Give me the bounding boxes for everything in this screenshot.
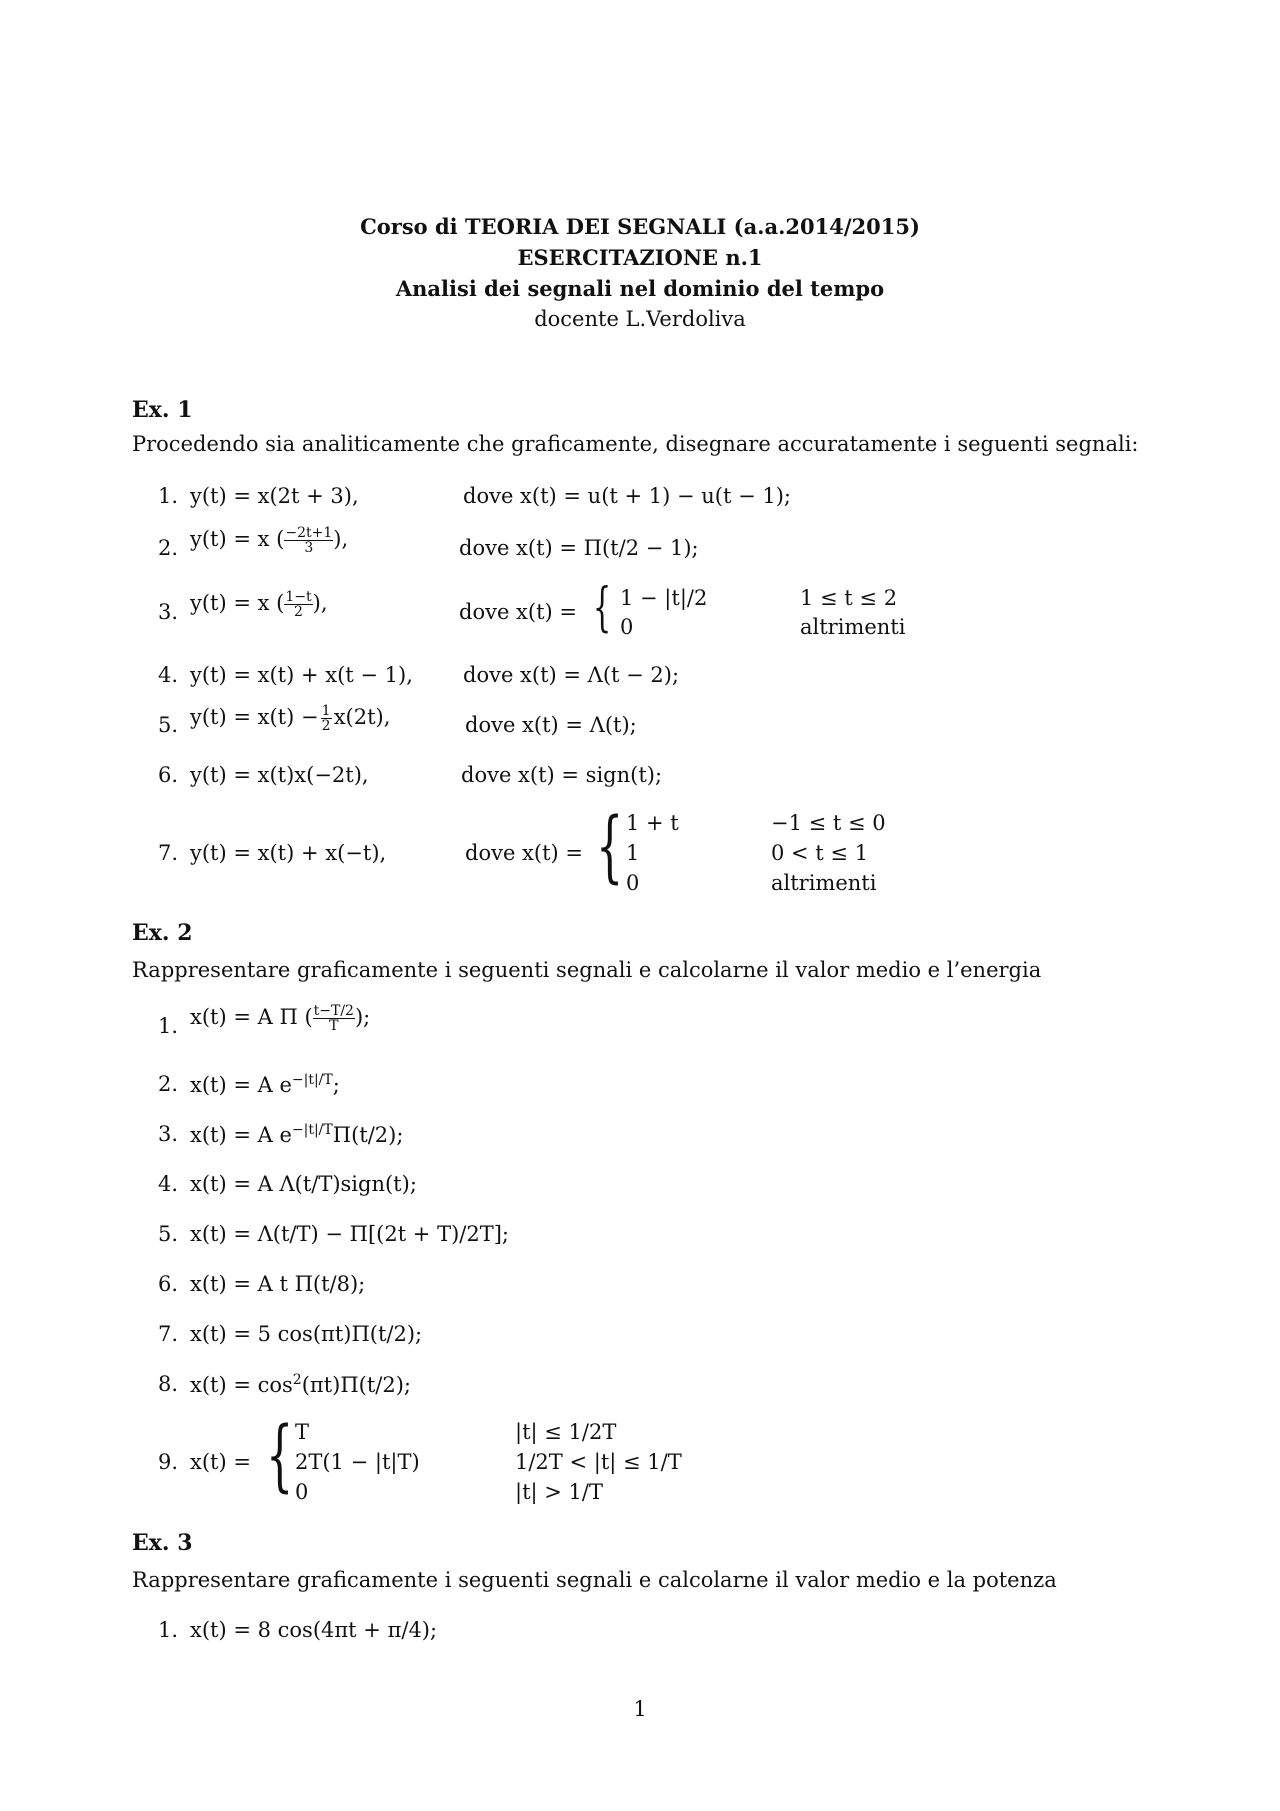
fraction-numerator: 1 xyxy=(321,703,331,719)
ex1-item-4-num: 4. xyxy=(158,663,179,687)
ex1-item-5-eq xyxy=(190,704,390,733)
ex2-item-2-num: 2. xyxy=(158,1072,179,1096)
fraction-denominator: T xyxy=(329,1018,339,1034)
ex2-item-1-eq-post: ); xyxy=(354,1005,371,1029)
ex1-item-3-case-2: 0 xyxy=(620,615,634,639)
ex1-item-3-case-1: 1 − |t|/2 xyxy=(620,586,708,610)
ex1-title: Ex. 1 xyxy=(132,397,193,423)
ex1-item-2-eq xyxy=(190,526,348,555)
ex2-item-5-num: 5. xyxy=(158,1222,179,1246)
ex1-item-6-eq: y(t) = x(t)x(−2t), xyxy=(190,763,369,787)
ex1-item-5-eq-pre: y(t) = x(t) − xyxy=(190,705,319,729)
ex2-item-9-num: 9. xyxy=(158,1450,179,1474)
ex2-item-8-eq xyxy=(190,1372,411,1398)
ex1-item-3-fraction xyxy=(284,590,312,619)
ex2-item-6-eq: x(t) = A t Π(t/8); xyxy=(190,1272,366,1296)
ex2-item-4-num: 4. xyxy=(158,1172,179,1196)
ex1-item-5-def: dove x(t) = Λ(t); xyxy=(465,713,637,737)
ex2-item-7-num: 7. xyxy=(158,1322,179,1346)
ex2-item-9-eq: x(t) = xyxy=(190,1450,251,1474)
ex2-item-9-case-3: 0 xyxy=(295,1480,309,1504)
exercise-set-title: ESERCITAZIONE n.1 xyxy=(517,245,763,270)
ex1-item-3-cond-1: 1 ≤ t ≤ 2 xyxy=(800,586,898,610)
ex2-item-9-cond-1: |t| ≤ 1/2T xyxy=(515,1420,617,1444)
ex1-item-5-fraction xyxy=(321,704,332,733)
ex1-item-3-eq-pre: y(t) = x ( xyxy=(190,591,285,615)
fraction-numerator: −2t+1 xyxy=(285,525,333,541)
ex2-item-6-num: 6. xyxy=(158,1272,179,1296)
page-number: 1 xyxy=(633,1697,647,1721)
ex3-intro: Rappresentare graficamente i seguenti segnali e calcolarne il valor medio e la potenza xyxy=(132,1568,1057,1592)
ex1-item-3-num: 3. xyxy=(158,600,179,624)
ex1-item-7-case-1: 1 + t xyxy=(626,811,679,835)
ex1-item-2-fraction xyxy=(284,526,333,555)
ex2-item-9-cond-3: |t| > 1/T xyxy=(515,1480,603,1504)
ex2-item-3-eq xyxy=(190,1122,403,1148)
ex1-item-6-def: dove x(t) = sign(t); xyxy=(461,763,663,787)
ex2-item-9-case-2: 2T(1 − |t|T) xyxy=(295,1450,420,1474)
left-brace-icon: { xyxy=(596,802,624,892)
fraction-denominator: 3 xyxy=(304,540,314,556)
ex2-item-8-eq-pre: x(t) = cos xyxy=(190,1373,293,1397)
fraction-denominator: 2 xyxy=(294,604,303,620)
ex1-item-7-def: dove x(t) = xyxy=(465,841,583,865)
ex2-item-3-eq-pre: x(t) = A e xyxy=(190,1123,292,1147)
ex1-item-1-def: dove x(t) = u(t + 1) − u(t − 1); xyxy=(463,484,792,508)
ex2-item-8-num: 8. xyxy=(158,1372,179,1396)
course-title: Corso di TEORIA DEI SEGNALI (a.a.2014/2015) xyxy=(360,214,920,239)
ex2-item-9-case-1: T xyxy=(295,1420,310,1444)
ex2-item-2-eq xyxy=(190,1072,340,1098)
ex1-item-5-num: 5. xyxy=(158,713,179,737)
ex2-item-2-eq-post: ; xyxy=(332,1073,340,1097)
ex1-item-7-case-2: 1 xyxy=(626,841,640,865)
ex2-item-3-eq-post: Π(t/2); xyxy=(332,1123,404,1147)
ex2-item-3-num: 3. xyxy=(158,1122,179,1146)
ex1-item-5-eq-post: x(2t), xyxy=(333,705,391,729)
ex2-item-8-eq-post: (πt)Π(t/2); xyxy=(301,1373,411,1397)
ex1-item-2-eq-post: ), xyxy=(333,527,349,551)
ex1-item-4-def: dove x(t) = Λ(t − 2); xyxy=(463,663,680,687)
fraction-denominator: 2 xyxy=(321,718,331,734)
ex3-item-1-eq: x(t) = 8 cos(4πt + π/4); xyxy=(190,1618,438,1642)
ex3-item-1-num: 1. xyxy=(158,1618,179,1642)
ex1-item-1-eq: y(t) = x(2t + 3), xyxy=(190,484,359,508)
ex1-item-7-num: 7. xyxy=(158,841,179,865)
ex1-item-4-eq: y(t) = x(t) + x(t − 1), xyxy=(190,663,413,687)
ex2-item-5-eq: x(t) = Λ(t/T) − Π[(2t + T)/2T]; xyxy=(190,1222,509,1246)
ex2-item-1-eq-pre: x(t) = A Π ( xyxy=(190,1005,313,1029)
topic-title: Analisi dei segnali nel dominio del tempo xyxy=(395,276,885,301)
ex2-item-4-eq: x(t) = A Λ(t/T)sign(t); xyxy=(190,1172,417,1196)
ex1-item-2-num: 2. xyxy=(158,536,179,560)
ex2-item-9-cond-2: 1/2T < |t| ≤ 1/T xyxy=(515,1450,682,1474)
left-brace-icon: { xyxy=(266,1411,294,1501)
ex2-item-2-exponent: −|t|/T xyxy=(291,1072,333,1088)
ex1-item-7-case-3: 0 xyxy=(626,871,640,895)
ex2-title: Ex. 2 xyxy=(132,920,193,946)
ex1-item-3-eq xyxy=(190,590,328,619)
ex2-item-7-eq: x(t) = 5 cos(πt)Π(t/2); xyxy=(190,1322,423,1346)
ex1-item-3-eq-post: ), xyxy=(312,591,328,615)
lecturer: docente L.Verdoliva xyxy=(534,307,746,331)
ex1-item-3-cond-2: altrimenti xyxy=(800,615,906,639)
fraction-numerator: 1−t xyxy=(285,589,312,605)
ex2-intro: Rappresentare graficamente i seguenti segnali e calcolarne il valor medio e l’energia xyxy=(132,958,1042,982)
ex2-item-1-eq xyxy=(190,1004,370,1033)
ex2-item-2-eq-pre: x(t) = A e xyxy=(190,1073,292,1097)
ex1-intro: Procedendo sia analiticamente che graficamente, disegnare accuratamente i seguenti segnali: xyxy=(132,432,1139,456)
ex1-item-6-num: 6. xyxy=(158,763,179,787)
ex1-item-2-eq-pre: y(t) = x ( xyxy=(190,527,285,551)
ex2-item-1-fraction xyxy=(313,1004,355,1033)
ex2-item-1-num: 1. xyxy=(158,1014,179,1038)
ex1-item-7-eq: y(t) = x(t) + x(−t), xyxy=(190,841,387,865)
ex1-item-7-cond-3: altrimenti xyxy=(771,871,877,895)
left-brace-icon: { xyxy=(593,578,612,638)
ex1-item-7-cond-2: 0 < t ≤ 1 xyxy=(771,841,869,865)
ex1-item-3-def: dove x(t) = xyxy=(459,600,577,624)
ex3-title: Ex. 3 xyxy=(132,1530,193,1556)
fraction-numerator: t−T/2 xyxy=(313,1003,354,1019)
ex1-item-2-def: dove x(t) = Π(t/2 − 1); xyxy=(459,536,699,560)
ex1-item-7-cond-1: −1 ≤ t ≤ 0 xyxy=(771,811,886,835)
ex2-item-8-exponent: 2 xyxy=(292,1372,302,1388)
ex1-item-1-num: 1. xyxy=(158,484,179,508)
ex2-item-3-exponent: −|t|/T xyxy=(291,1122,333,1138)
